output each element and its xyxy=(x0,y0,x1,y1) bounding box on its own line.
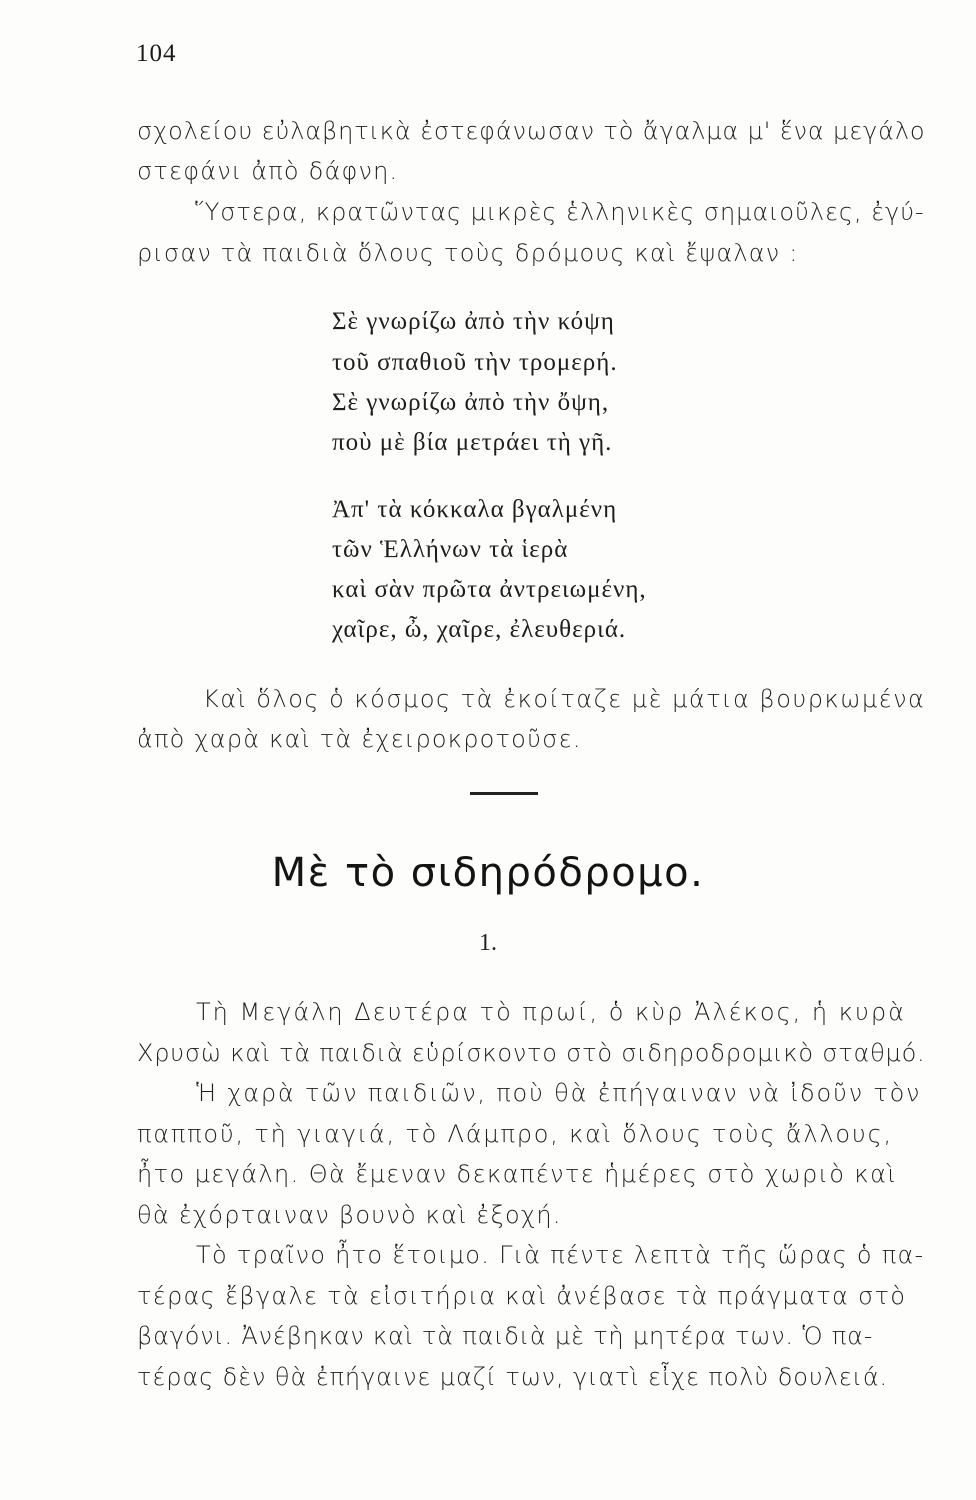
chapter-line-10: τέρας δὲν θὰ ἐπήγαινε μαζί των, γιατὶ εἶχε πολὺ δουλειά. xyxy=(137,1363,889,1391)
poem-stanza1-line-1: Σὲ γνωρίζω ἀπὸ τὴν κόψη xyxy=(332,308,615,335)
intro-line-1: σχολείου εὐλαβητικὰ ἐστεφάνωσαν τὸ ἄγαλμα μ' ἕνα μεγάλο xyxy=(137,117,926,145)
chapter-line-8: τέρας ἔβγαλε τὰ εἰσιτήρια καὶ ἀνέβασε τὰ πράγματα στὸ xyxy=(137,1282,907,1310)
poem-stanza1-line-4: ποὺ μὲ βία μετράει τὴ γῆ. xyxy=(332,429,613,456)
poem-stanza1-line-3: Σὲ γνωρίζω ἀπὸ τὴν ὄψη, xyxy=(332,389,610,416)
intro-line-4: ρισαν τὰ παιδιὰ ὅλους τοὺς δρόμους καὶ ἔψαλαν : xyxy=(137,239,799,267)
chapter-line-5: ἦτο μεγάλη. Θὰ ἔμεναν δεκαπέντε ἡμέρες στὸ χωριὸ καὶ xyxy=(137,1160,897,1188)
poem-stanza2-line-2: τῶν Ἑλλήνων τὰ ἱερὰ xyxy=(332,536,569,563)
intro-line-2: στεφάνι ἀπὸ δάφνη. xyxy=(137,157,399,185)
intro-line-3: Ὕστερα, κρατῶντας μικρὲς ἑλληνικὲς σημαιοῦλες, ἐγύ- xyxy=(195,198,925,226)
closing-line-2: ἀπὸ χαρὰ καὶ τὰ ἐχειροκροτοῦσε. xyxy=(137,725,582,753)
section-divider xyxy=(470,792,538,795)
poem-stanza1-line-2: τοῦ σπαθιοῦ τὴν τρομερή. xyxy=(332,349,618,376)
closing-line-1: Καὶ ὅλος ὁ κόσμος τὰ ἐκοίταζε μὲ μάτια βουρκωμένα xyxy=(203,685,926,713)
chapter-line-4: παπποῦ, τὴ γιαγιά, τὸ Λάμπρο, καὶ ὅλους τοὺς ἄλλους, xyxy=(137,1120,893,1148)
chapter-line-7: Τὸ τραῖνο ἦτο ἕτοιμο. Γιὰ πέντε λεπτὰ τῆς ὥρας ὁ πα- xyxy=(196,1241,925,1269)
chapter-line-9: βαγόνι. Ἀνέβηκαν καὶ τὰ παιδιὰ μὲ τὴ μητέρα των. Ὁ πα- xyxy=(137,1322,874,1350)
poem-stanza2-line-1: Ἀπ' τὰ κόκκαλα βγαλμένη xyxy=(332,496,618,523)
chapter-line-2: Χρυσὼ καὶ τὰ παιδιὰ εὑρίσκοντο στὸ σιδηροδρομικὸ σταθμό. xyxy=(137,1039,926,1067)
chapter-line-6: θὰ ἐχόρταιναν βουνὸ καὶ ἐξοχή. xyxy=(137,1201,562,1229)
chapter-title: Μὲ τὸ σιδηρόδρομο. xyxy=(271,850,705,896)
poem-stanza2-line-4: χαῖρε, ὦ, χαῖρε, ἐλευθεριά. xyxy=(332,616,627,643)
chapter-line-3: Ἡ χαρὰ τῶν παιδιῶν, ποὺ θὰ ἐπήγαιναν νὰ ἰδοῦν τὸν xyxy=(196,1079,922,1107)
section-number: 1. xyxy=(479,930,497,956)
page-number: 104 xyxy=(136,40,177,67)
chapter-line-1: Τὴ Μεγάλη Δευτέρα τὸ πρωί, ὁ κὺρ Ἀλέκος, ἡ κυρὰ xyxy=(196,998,906,1026)
poem-stanza2-line-3: καὶ σὰν πρῶτα ἀντρειωμένη, xyxy=(332,576,647,603)
